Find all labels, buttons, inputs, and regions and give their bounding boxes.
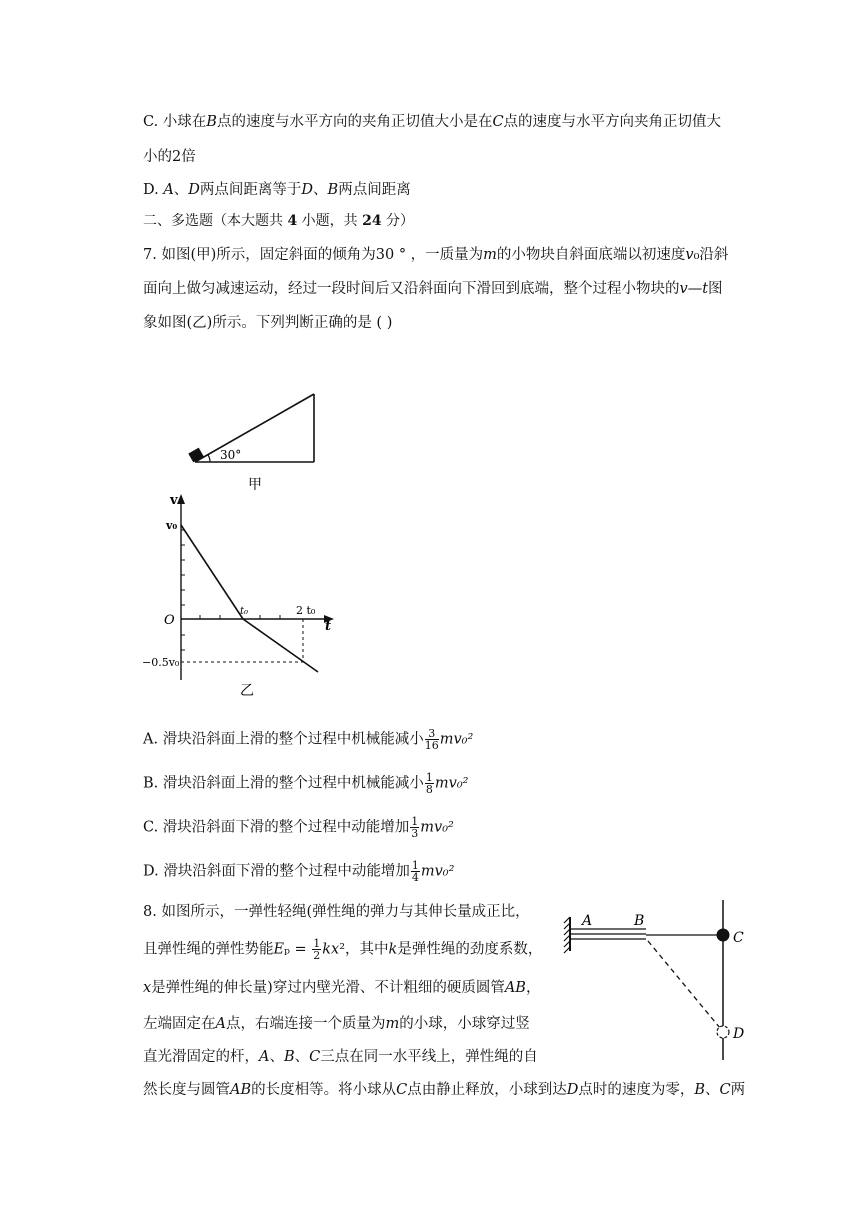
q8-stem-line4: 左端固定在𝐴点，右端连接一个质量为𝑚的小球，小球穿过竖 [143, 1016, 530, 1032]
q7-option-c-den: 3 [411, 827, 419, 840]
angle-arc [208, 455, 210, 462]
vt-line-up [181, 525, 243, 619]
q7-stem-line1: 7. 如图(甲)所示，固定斜面的倾角为30 ° ，一质量为𝑚的小物块自斜面底端以初速度𝑣₀沿斜 [143, 247, 729, 263]
neg-half-v0-label: −0.5v₀ [142, 656, 180, 669]
q8-stem-line3: 𝑥是弹性绳的伸长量)穿过内壁光滑、不计粗细的硬质圆管𝐴𝐵， [143, 980, 541, 996]
label-d: D [733, 1026, 745, 1042]
q8-line2-rest: 𝑘𝑥²，其中𝑘是弹性绳的劲度系数， [322, 941, 543, 958]
q7-option-a-num: 3 [425, 728, 439, 740]
q7-option-a-text: A. 滑块沿斜面上滑的整个过程中机械能减小 [143, 731, 424, 748]
origin-label: O [164, 613, 175, 628]
section-header-pre: 二、多选题（本大题共 [143, 213, 288, 229]
label-c: C [733, 930, 744, 946]
rope-rod-figure [560, 895, 760, 1065]
q7-option-c-expr: 𝑚𝑣₀² [420, 819, 454, 836]
q7-option-d-fraction [411, 860, 420, 883]
q8-line2-den: 2 [313, 949, 321, 962]
section-score: 24 [362, 213, 382, 229]
block [188, 448, 203, 463]
figure-jia-caption: 甲 [248, 477, 262, 493]
q8-stem-line5: 直光滑固定的杆，𝐴、𝐵、𝐶三点在同一水平线上，弹性绳的自 [143, 1049, 538, 1065]
q7-option-c [143, 816, 454, 839]
q7-option-d [143, 860, 454, 883]
ball-c [717, 929, 730, 942]
t0-label: t₀ [240, 606, 249, 617]
q8-stem-line2 [143, 938, 542, 961]
q6-option-d: D. 𝐴、𝐷两点间距离等于𝐷、𝐵两点间距离 [143, 182, 411, 198]
q7-option-d-expr: 𝑚𝑣₀² [420, 863, 455, 880]
q7-option-a-expr: 𝑚𝑣₀² [439, 731, 474, 748]
q7-option-c-fraction [410, 816, 419, 839]
q7-option-b-fraction [425, 772, 434, 795]
v0-label: v₀ [166, 519, 178, 532]
angle-label: 30° [220, 448, 242, 462]
rope-bd-dashed [648, 941, 720, 1028]
vt-line-down [243, 619, 318, 672]
q8-line2-text: 且弹性绳的弹性势能𝐸ₚ = [143, 941, 312, 958]
q8-stem-line1: 8. 如图所示，一弹性轻绳(弹性绳的弹力与其伸长量成正比， [143, 904, 530, 920]
t-label: t [325, 619, 332, 634]
q6-option-c-line2: 小的2倍 [143, 149, 196, 165]
q7-option-b [143, 772, 468, 795]
section-header [143, 211, 414, 231]
q8-line2-fraction [312, 938, 321, 961]
v-axis-arrow [177, 494, 185, 504]
t2-label: 2 t₀ [296, 604, 316, 617]
section-count: 4 [287, 213, 298, 229]
q7-option-c-text: C. 滑块沿斜面下滑的整个过程中动能增加 [143, 819, 410, 836]
q7-option-a-den: 16 [424, 739, 439, 752]
v-label: v [170, 493, 178, 508]
q7-option-c-num: 1 [411, 815, 419, 828]
section-header-post: 分） [381, 213, 415, 229]
q7-option-a [143, 728, 473, 751]
q6-option-c-line1: C. 小球在𝐵点的速度与水平方向的夹角正切值大小是在𝐶点的速度与水平方向夹角正切值大 [143, 114, 722, 130]
q7-option-d-num: 1 [411, 859, 419, 872]
incline-figure [180, 382, 330, 497]
q7-option-a-fraction [425, 728, 439, 751]
q7-option-b-num: 1 [425, 771, 433, 784]
q8-line2-num: 1 [313, 937, 321, 950]
ball-d [717, 1026, 729, 1038]
q7-option-b-expr: 𝑚𝑣₀² [434, 775, 469, 792]
q7-stem-line3: 象如图(乙)所示。下列判断正确的是 ( ) [143, 315, 393, 331]
section-header-mid: 小题，共 [297, 213, 363, 229]
label-b: B [634, 913, 645, 929]
label-a: A [582, 913, 593, 929]
q7-option-d-den: 4 [411, 871, 419, 884]
figure-yi-caption: 乙 [240, 683, 254, 699]
q7-option-d-text: D. 滑块沿斜面下滑的整个过程中动能增加 [143, 863, 410, 880]
q7-option-b-text: B. 滑块沿斜面上滑的整个过程中机械能减小 [143, 775, 424, 792]
incline-slope [195, 394, 314, 462]
q7-stem-line2: 面向上做匀减速运动，经过一段时间后又沿斜面向下滑回到底端，整个过程小物块的𝑣—𝑡图 [143, 281, 723, 297]
q8-stem-line6: 然长度与圆管𝐴𝐵的长度相等。将小球从𝐶点由静止释放，小球到达𝐷点时的速度为零，𝐵、𝐶两 [143, 1082, 746, 1098]
vt-graph [140, 490, 340, 700]
q7-option-b-den: 8 [425, 783, 433, 796]
